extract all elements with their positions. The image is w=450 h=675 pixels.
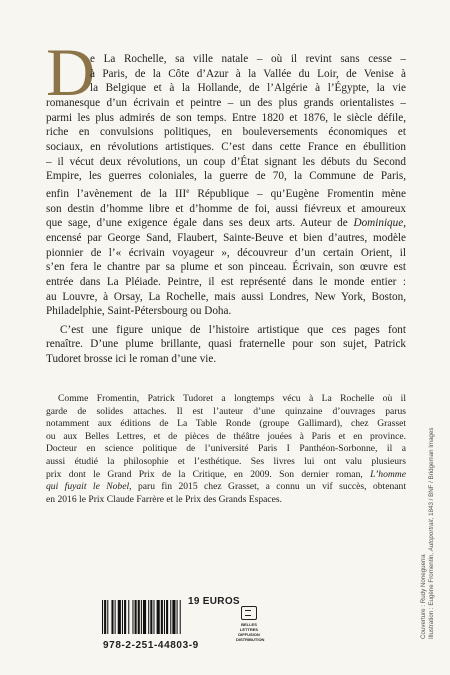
barcode-bar bbox=[164, 600, 165, 634]
text-segment: que sage, d’une exigence égale dans ses deux arts. Auteur de bbox=[46, 217, 348, 230]
text-line: la Belgique et à la Hollande, de l’Algérie à l’Égypte, la vie bbox=[90, 82, 406, 95]
paragraph-1 bbox=[46, 52, 406, 319]
barcode-bar bbox=[166, 600, 168, 634]
text-segment: Illustration : Eugène Fromentin, bbox=[428, 551, 435, 639]
barcode-bar bbox=[138, 600, 140, 634]
book-title: L’homme bbox=[370, 468, 406, 480]
barcode-bar bbox=[135, 600, 137, 634]
isbn-number: 978-2-251-44803-9 bbox=[103, 640, 199, 651]
text-line: aussi étudié la philosophie et l’esthétique. Ses livres lui ont valu plusieurs bbox=[46, 455, 406, 467]
price-label: 19 EUROS bbox=[188, 596, 240, 607]
text-line bbox=[46, 469, 406, 482]
barcode-bar bbox=[128, 600, 129, 634]
text-line: entrée dans La Pléiade. Peintre, il est représenté dans le monde entier : bbox=[46, 275, 406, 288]
text-segment: , paru fin 2015 chez Grasset, a connu un vif succès, obtenant bbox=[129, 481, 406, 493]
text-line: renaître. D’une plume brillante, quasi fraternelle pour son sujet, Patrick bbox=[46, 338, 406, 351]
text-line bbox=[46, 184, 406, 202]
text-line: au Louvre, à Orsay, La Rochelle, mais aussi Londres, New York, Boston, bbox=[46, 290, 406, 303]
text-line: en 2016 le Prix Claude Farrère et le Prix des Grands Espaces. bbox=[46, 493, 283, 505]
text-line: garde de solides attaches. Il est l’auteur d’une quinzaine d’ouvrages parus bbox=[46, 405, 406, 417]
text-line: e La Rochelle, sa ville natale – où il revint sans cesse – bbox=[90, 53, 406, 65]
barcode-bar bbox=[104, 600, 106, 634]
barcode-bar bbox=[153, 600, 154, 634]
text-line: pionnier de l’« écrivain voyageur », découvreur d’un certain Orient, il bbox=[46, 246, 406, 259]
publisher-logo bbox=[236, 606, 265, 642]
main-text bbox=[46, 52, 406, 367]
paragraph-2 bbox=[46, 323, 406, 367]
credit-line bbox=[428, 427, 436, 639]
barcode-bar bbox=[111, 600, 113, 634]
text-line bbox=[46, 216, 406, 231]
superscript: e bbox=[186, 186, 190, 195]
barcode-bar bbox=[122, 600, 123, 634]
text-line: riche en convulsions politiques, en bouleversements économiques et bbox=[46, 126, 406, 139]
barcode-bar bbox=[115, 600, 116, 634]
text-line: Tudoret brosse ici le roman d’une vie. bbox=[46, 353, 217, 366]
barcode-bar bbox=[148, 600, 149, 634]
text-segment: , 1843 / BNF / Bridgeman Images bbox=[428, 427, 435, 520]
text-line: encensé par George Sand, Flaubert, Sainte-Beuve et bien d’autres, modèle bbox=[46, 231, 406, 244]
barcode-bar bbox=[143, 600, 146, 634]
text-line: Empire, les guerres coloniales, la guerre de 70, la Commune de Paris, bbox=[46, 170, 406, 183]
barcode-bar bbox=[161, 600, 163, 634]
barcode-bar bbox=[107, 600, 108, 634]
barcode-bar bbox=[132, 600, 133, 634]
publisher-logo-text: BELLES LETTRES bbox=[239, 622, 259, 632]
text-line: à Paris, de la Côte d’Azur à la Vallée du Loir, de Venise à bbox=[90, 67, 406, 80]
credit-line: Couverture : Rudy Noneguerra bbox=[420, 554, 427, 639]
text-line: ou aux Belles Lettres, et de pièces de théâtre jouées à Paris et en province. bbox=[46, 430, 406, 442]
text-line: parmi les plus admirés de son temps. Entre 1820 et 1876, le siècle défile, bbox=[46, 111, 406, 124]
publisher-mark-icon bbox=[241, 606, 257, 620]
text-segment: , bbox=[403, 217, 406, 230]
barcode-bar bbox=[141, 600, 142, 634]
barcode-bar bbox=[170, 600, 171, 634]
barcode-bar bbox=[177, 600, 178, 634]
text-line: notamment aux éditions de La Table Ronde (groupe Gallimard), chez Grasset bbox=[46, 418, 406, 430]
text-line: romanesque d’un écrivain et peintre – un des plus grands orientalistes – bbox=[46, 96, 406, 109]
publisher-logo-text: DIFFUSION bbox=[238, 632, 260, 637]
barcode-bar bbox=[172, 600, 175, 634]
barcode-bar bbox=[118, 600, 121, 634]
book-title: qui fuyait le Nobel bbox=[46, 481, 130, 493]
barcode-bar bbox=[157, 600, 160, 634]
text-segment: enfin l’avènement de la III bbox=[46, 187, 187, 200]
publisher-logo-text: DISTRIBUTION bbox=[236, 637, 265, 642]
artwork-title: Autoportrait bbox=[428, 519, 435, 552]
text-line: Philadelphie, Saint-Pétersbourg ou Doha. bbox=[46, 305, 232, 318]
book-title: Dominique bbox=[353, 217, 404, 230]
barcode-bar bbox=[180, 600, 181, 634]
text-line: s’en fera le chantre par sa plume et son pinceau. Écrivain, son œuvre est bbox=[46, 261, 406, 274]
text-line: son destin d’homme libre et d’homme de foi, aussi fiévreux et amoureux bbox=[46, 202, 406, 215]
drop-cap: D bbox=[46, 34, 96, 110]
text-line: sociaux, en révolutions artistiques. C’est dans cette France en ébullition bbox=[46, 140, 406, 153]
text-segment: République – qu’Eugène Fromentin mène bbox=[189, 187, 406, 200]
barcode-bar bbox=[102, 600, 103, 634]
barcode-bar bbox=[150, 600, 152, 634]
text-line: Comme Fromentin, Patrick Tudoret a longtemps vécu à La Rochelle où il bbox=[58, 393, 406, 404]
barcode-bar bbox=[124, 600, 126, 634]
text-line: Docteur en science politique de l’université Paris I Panthéon-Sorbonne, il a bbox=[46, 443, 406, 455]
cover-credit bbox=[418, 380, 435, 640]
text-segment: prix dont le Grand Prix de la Critique, en 2009. Son dernier roman, bbox=[46, 468, 363, 480]
text-line bbox=[46, 481, 406, 494]
text-line: – il vécut deux révolutions, un coup d’État signant les débuts du Second bbox=[46, 155, 406, 168]
author-bio bbox=[46, 393, 406, 506]
text-line: C’est une figure unique de l’histoire artistique que ces pages font bbox=[60, 323, 406, 336]
